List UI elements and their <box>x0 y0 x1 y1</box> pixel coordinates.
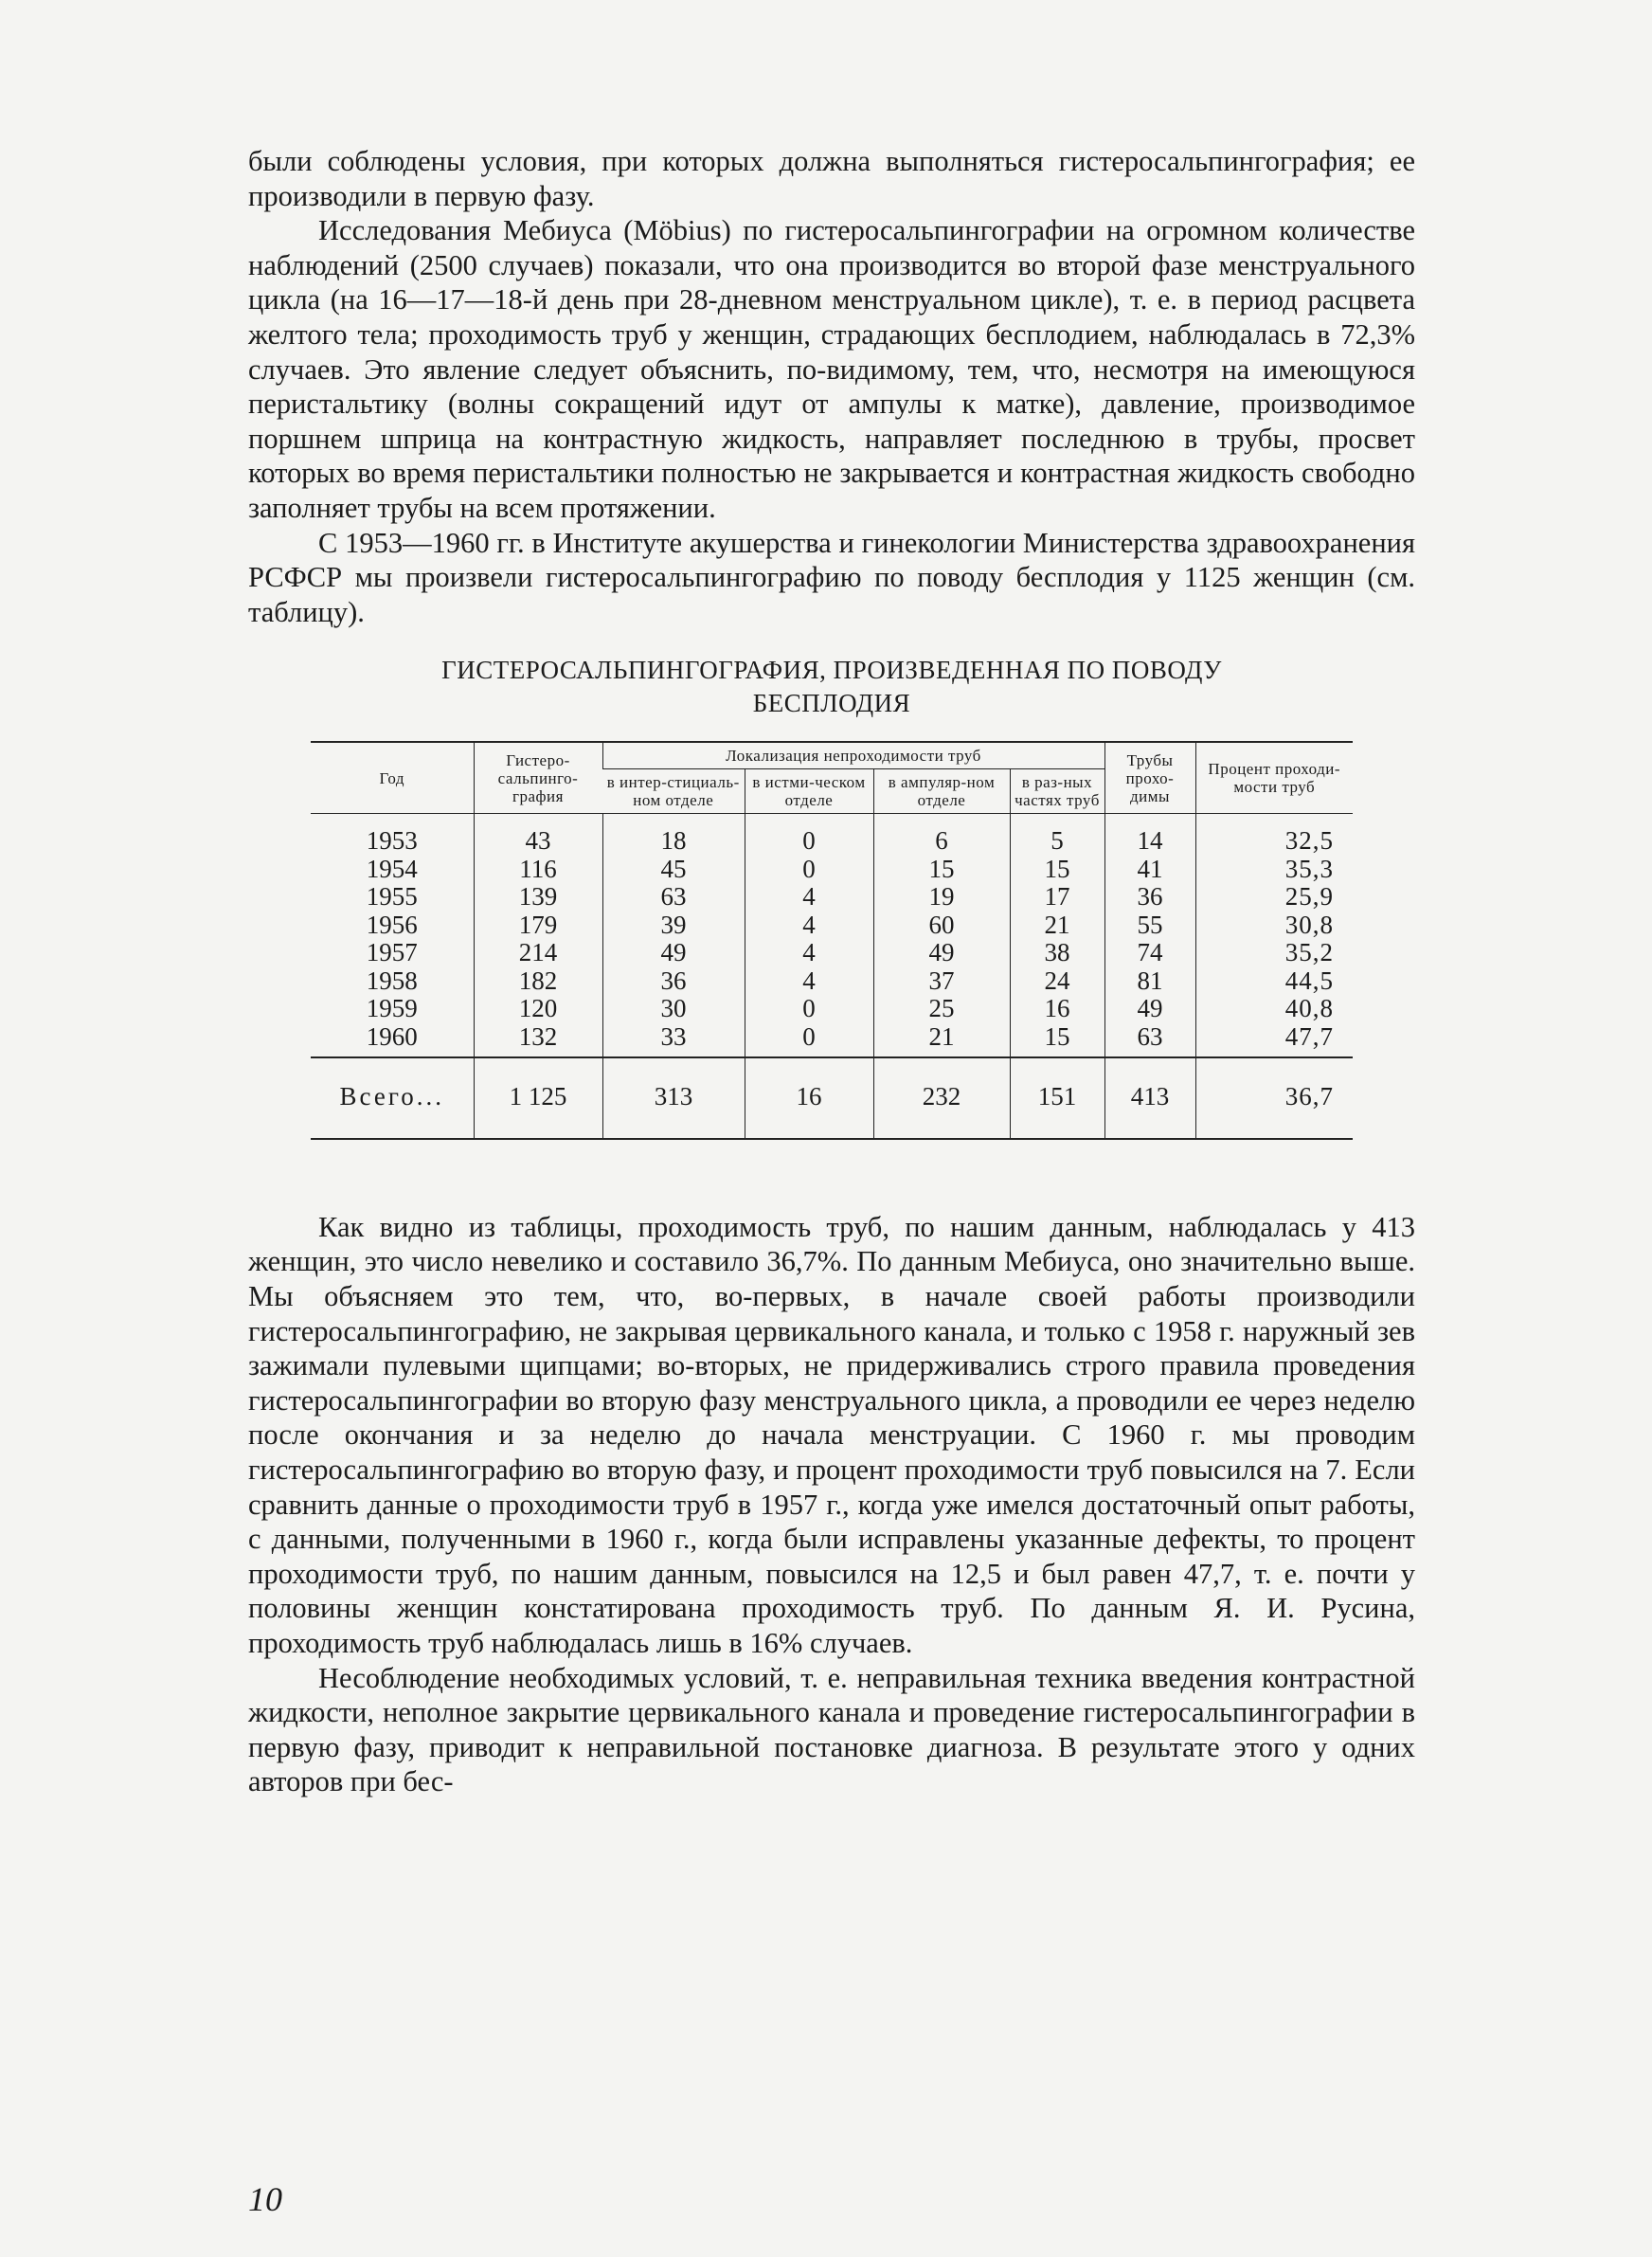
total-patent: 413 <box>1104 1057 1195 1139</box>
cell-various: 21 <box>1010 912 1104 940</box>
cell-ampullary: 25 <box>873 995 1010 1023</box>
cell-interstitial: 45 <box>602 856 745 884</box>
header-hsg: Гистеро-сальпинго-графия <box>474 742 602 814</box>
cell-interstitial: 18 <box>602 814 745 856</box>
cell-ampullary: 37 <box>873 967 1010 996</box>
cell-various: 15 <box>1010 856 1104 884</box>
table-row <box>311 939 1353 967</box>
cell-interstitial: 39 <box>602 912 745 940</box>
cell-hsg: 139 <box>474 883 602 912</box>
cell-patent: 63 <box>1104 1023 1195 1058</box>
table-title-line-2: БЕСПЛОДИЯ <box>752 689 911 718</box>
paragraph-3: С 1953—1960 гг. в Институте акушерства и гинекологии Министерства здравоохранения РСФСР мы произвели гистеросальпингографию по поводу бесплодия у 1125 женщин (см. таблицу). <box>248 526 1415 628</box>
total-ampullary: 232 <box>873 1057 1010 1139</box>
cell-interstitial: 49 <box>602 939 745 967</box>
cell-year: 1958 <box>366 966 418 995</box>
cell-percent: 25,9 <box>1195 883 1353 912</box>
cell-patent: 14 <box>1104 814 1195 856</box>
cell-percent: 40,8 <box>1195 995 1353 1023</box>
total-percent: 36,7 <box>1195 1057 1353 1139</box>
cell-year: 1960 <box>366 1021 418 1051</box>
cell-hsg: 43 <box>474 814 602 856</box>
cell-year: 1957 <box>366 938 418 967</box>
table-title <box>248 654 1415 720</box>
paragraph-1: были соблюдены условия, при которых должна выполняться гистеросальпингография; ее производили в первую фазу. <box>248 145 1415 212</box>
cell-hsg: 214 <box>474 939 602 967</box>
table-row <box>311 912 1353 940</box>
table-row <box>311 814 1353 856</box>
header-interstitial: в интер-стициаль-ном отделе <box>602 769 745 814</box>
cell-patent: 41 <box>1104 856 1195 884</box>
header-patent: Трубы прохо-димы <box>1104 742 1195 814</box>
header-year: Год <box>311 742 474 814</box>
paragraph-2: Исследования Мебиуса (Möbius) по гистеросальпингографии на огромном количестве наблюдений (2500 случаев) показали, что она производится во второй фазе менструального цикла (на 16—17—18-й день при 28-дневном менструальном цикле), т. е. в период расцвета желтого тела; проходимость труб у женщин, страдающих бесплодием, наблюдалась в 72,3% случаев. Это явление следует объяснить, по-видимому, тем, что, несмотря на имеющуюся перистальтику (волны сокращений идут от ампулы к матке), давление, производимое поршнем шприца на контрастную жидкость, направляет последнюю в трубы, просвет которых во время перистальтики полностью не закрывается и контрастная жидкость свободно заполняет трубы на всем протяжении. <box>248 214 1415 524</box>
cell-hsg: 182 <box>474 967 602 996</box>
header-isthmic: в истми-ческом отделе <box>745 769 873 814</box>
cell-various: 17 <box>1010 883 1104 912</box>
cell-isthmic: 0 <box>745 995 873 1023</box>
page-number: 10 <box>248 2180 282 2218</box>
cell-percent: 30,8 <box>1195 912 1353 940</box>
cell-various: 15 <box>1010 1023 1104 1058</box>
cell-patent: 49 <box>1104 995 1195 1023</box>
table-row <box>311 1023 1353 1058</box>
cell-hsg: 179 <box>474 912 602 940</box>
cell-year: 1953 <box>366 826 418 856</box>
table-row <box>311 967 1353 996</box>
cell-isthmic: 4 <box>745 912 873 940</box>
table-row <box>311 856 1353 884</box>
table-row <box>311 995 1353 1023</box>
cell-ampullary: 6 <box>873 814 1010 856</box>
cell-isthmic: 4 <box>745 883 873 912</box>
cell-isthmic: 4 <box>745 967 873 996</box>
cell-isthmic: 0 <box>745 856 873 884</box>
cell-percent: 32,5 <box>1195 814 1353 856</box>
cell-patent: 81 <box>1104 967 1195 996</box>
table-row <box>311 883 1353 912</box>
header-various: в раз-ных частях труб <box>1010 769 1104 814</box>
cell-various: 24 <box>1010 967 1104 996</box>
cell-hsg: 120 <box>474 995 602 1023</box>
total-isthmic: 16 <box>745 1057 873 1139</box>
cell-year: 1956 <box>366 910 418 939</box>
cell-ampullary: 49 <box>873 939 1010 967</box>
cell-isthmic: 0 <box>745 1023 873 1058</box>
hsg-table <box>311 741 1353 1140</box>
cell-percent: 35,2 <box>1195 939 1353 967</box>
cell-isthmic: 4 <box>745 939 873 967</box>
cell-percent: 35,3 <box>1195 856 1353 884</box>
cell-interstitial: 36 <box>602 967 745 996</box>
header-localization: Локализация непроходимости труб <box>602 742 1104 769</box>
header-ampullary: в ампуляр-ном отделе <box>873 769 1010 814</box>
table-total-row <box>311 1057 1353 1139</box>
cell-various: 5 <box>1010 814 1104 856</box>
cell-percent: 47,7 <box>1195 1023 1353 1058</box>
cell-year: 1955 <box>366 882 418 912</box>
cell-various: 16 <box>1010 995 1104 1023</box>
cell-ampullary: 15 <box>873 856 1010 884</box>
spacer <box>248 1140 1415 1210</box>
cell-patent: 36 <box>1104 883 1195 912</box>
cell-hsg: 132 <box>474 1023 602 1058</box>
cell-ampullary: 60 <box>873 912 1010 940</box>
total-various: 151 <box>1010 1057 1104 1139</box>
total-label: Всего... <box>311 1057 474 1139</box>
cell-interstitial: 63 <box>602 883 745 912</box>
cell-various: 38 <box>1010 939 1104 967</box>
text-column <box>248 144 1415 1799</box>
total-hsg: 1 125 <box>474 1057 602 1139</box>
cell-isthmic: 0 <box>745 814 873 856</box>
cell-patent: 74 <box>1104 939 1195 967</box>
cell-hsg: 116 <box>474 856 602 884</box>
cell-percent: 44,5 <box>1195 967 1353 996</box>
paragraph-5: Несоблюдение необходимых условий, т. е. неправильная техника введения контрастной жидкости, неполное закрытие цервикального канала и проведение гистеросальпингографии в первую фазу, приводит к неправильной постановке диагноза. В результате этого у одних авторов при бес- <box>248 1661 1415 1798</box>
cell-ampullary: 19 <box>873 883 1010 912</box>
cell-patent: 55 <box>1104 912 1195 940</box>
paragraph-4: Как видно из таблицы, проходимость труб, по нашим данным, наблюдалась у 413 женщин, это число невелико и составило 36,7%. По данным Мебиуса, оно значительно выше. Мы объясняем это тем, что, во-первых, в начале своей работы производили гистеросальпингографию, не закрывая цервикального канала, и только с 1958 г. наружный зев зажимали пулевыми щипцами; во-вторых, не придерживались строго правила проведения гистеросальпингографии во вторую фазу менструального цикла, а проводили ее через неделю после окончания и за неделю до начала менструации. С 1960 г. мы проводим гистеросальпингографию во вторую фазу, и процент проходимости труб повысился на 7. Если сравнить данные о проходимости труб в 1957 г., когда уже имелся достаточный опыт работы, с данными, полученными в 1960 г., когда были исправлены указанные дефекты, то процент проходимости труб, по нашим данным, повысился на 12,5 и был равен 47,7, т. е. почти у половины женщин констатирована проходимость труб. По данным Я. И. Русина, проходимость труб наблюдалась лишь в 16% случаев. <box>248 1210 1415 1659</box>
cell-year: 1954 <box>366 854 418 883</box>
cell-interstitial: 33 <box>602 1023 745 1058</box>
table-title-line-1: ГИСТЕРОСАЛЬПИНГОГРАФИЯ, ПРОИЗВЕДЕННАЯ ПО ПОВОДУ <box>441 656 1222 685</box>
cell-ampullary: 21 <box>873 1023 1010 1058</box>
header-percent: Процент проходи-мости труб <box>1195 742 1353 814</box>
cell-interstitial: 30 <box>602 995 745 1023</box>
cell-year: 1959 <box>366 994 418 1023</box>
total-interstitial: 313 <box>602 1057 745 1139</box>
